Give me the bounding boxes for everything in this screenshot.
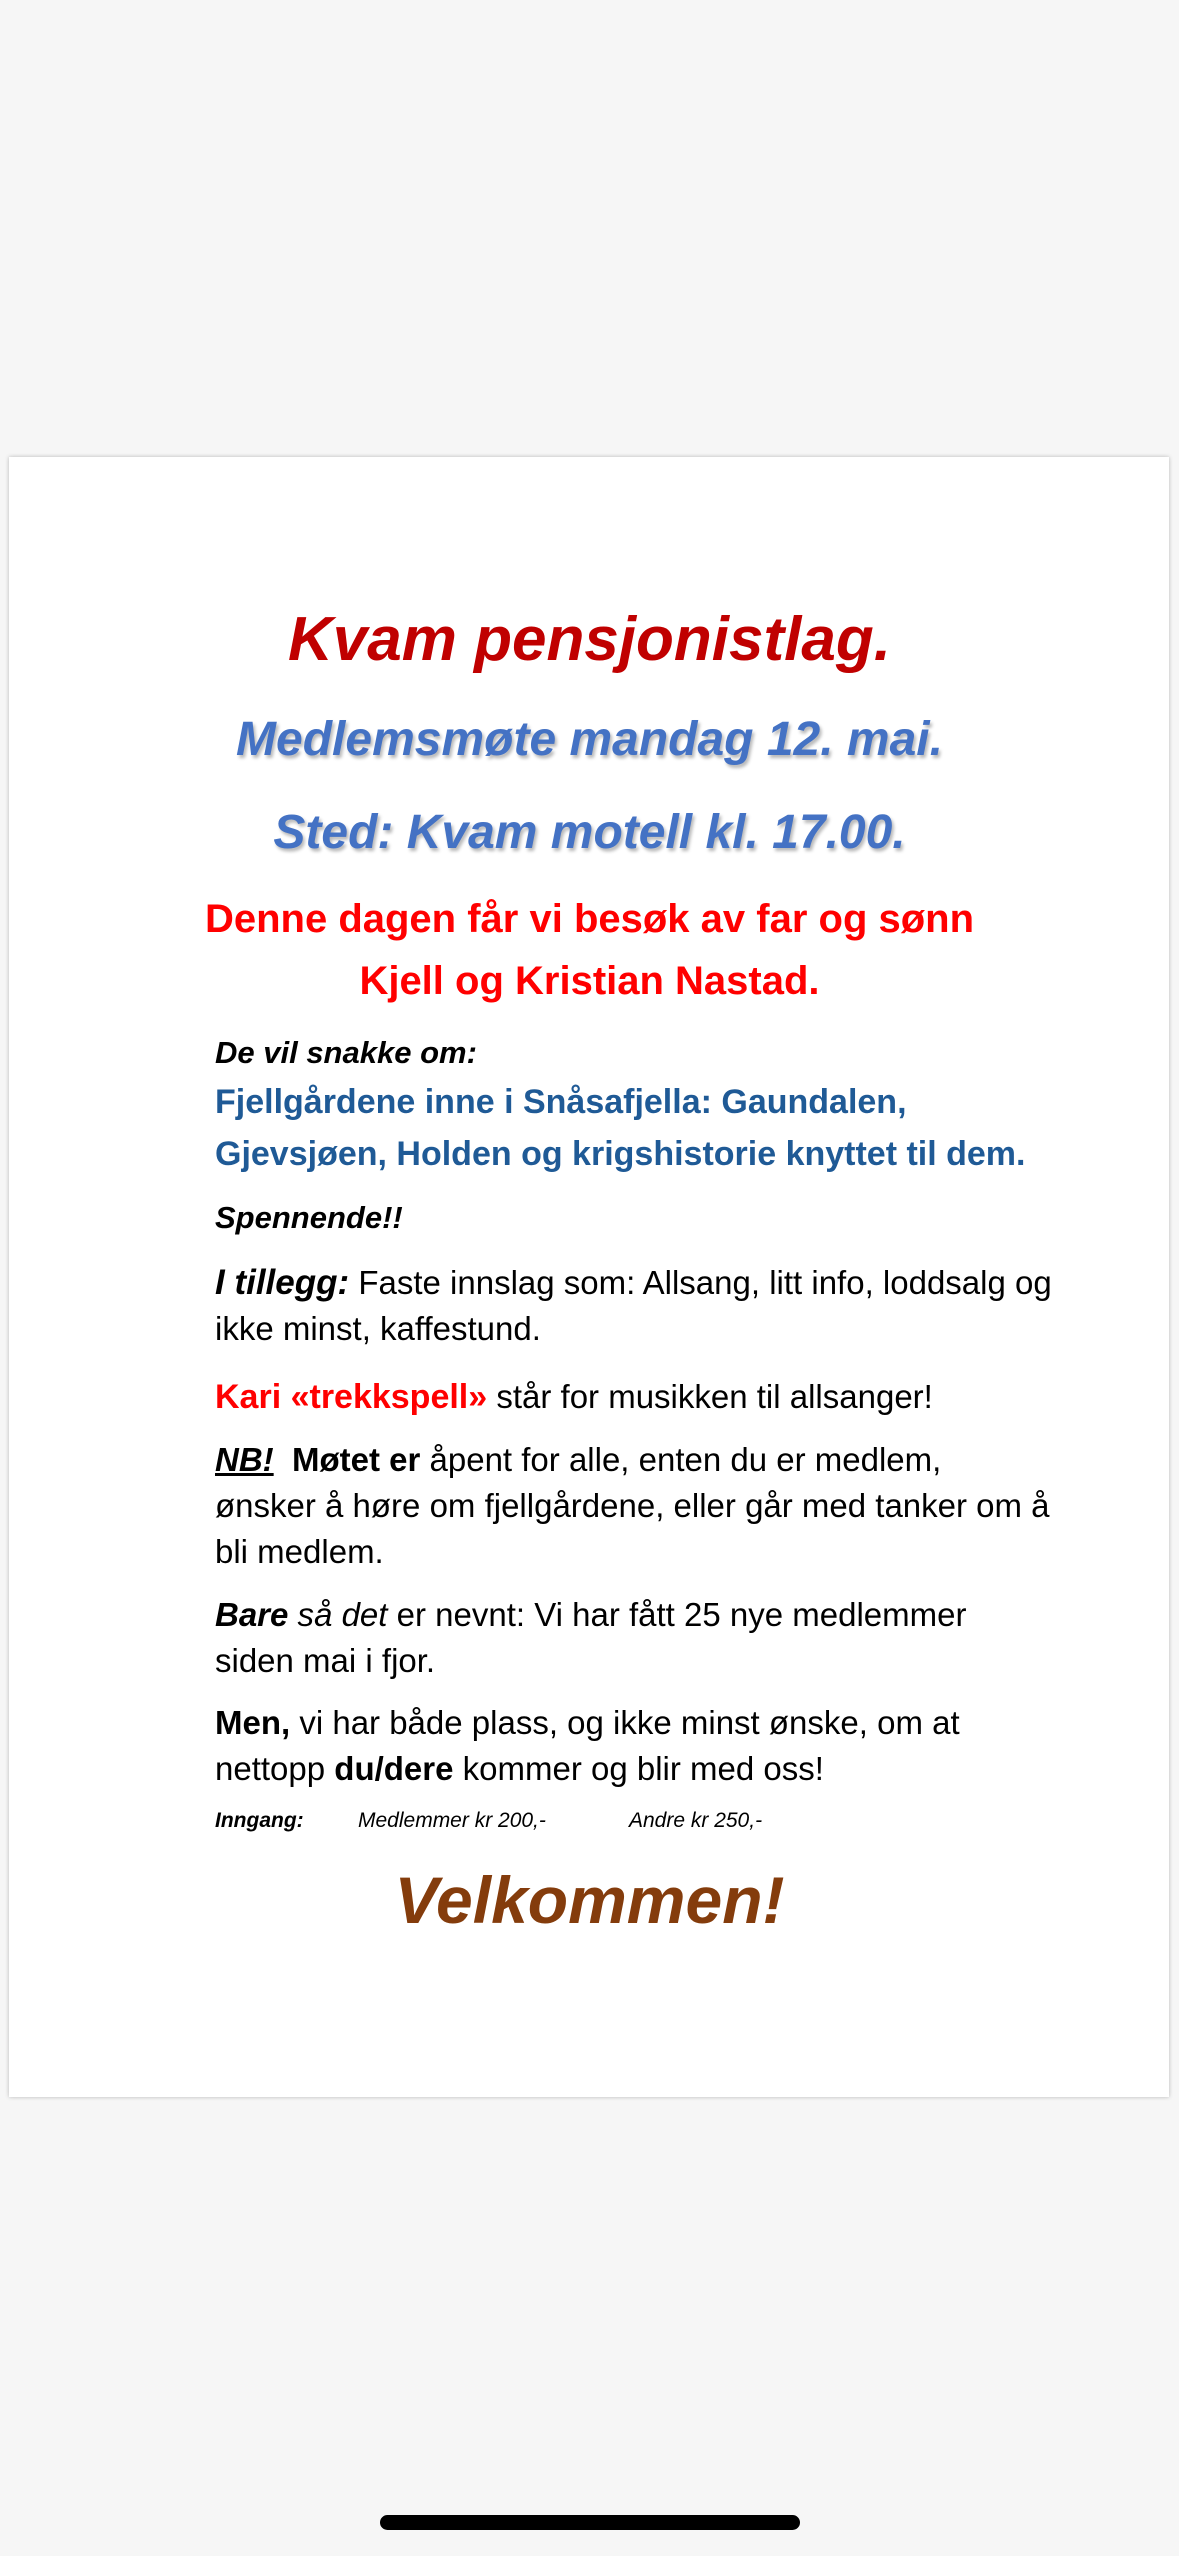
invite-paragraph	[215, 1700, 1095, 1792]
visit-line-2: Kjell og Kristian Nastad.	[359, 959, 820, 1003]
entry-others-price: Andre kr 250,-	[629, 1809, 763, 1832]
talk-intro: De vil snakke om:	[215, 1035, 477, 1070]
talk-topic	[215, 1076, 1095, 1180]
musician-name: Kari «trekkspell»	[215, 1378, 488, 1416]
entry-members-price: Medlemmer kr 200,-	[358, 1809, 546, 1832]
addition-paragraph	[215, 1260, 1095, 1352]
nb-text-2: ønsker å høre om fjellgårdene, eller går med tanker om å	[215, 1487, 1050, 1524]
exciting-note: Spennende!!	[215, 1200, 403, 1235]
visit-line-1: Denne dagen får vi besøk av far og sønn	[204, 897, 975, 941]
men-bold: Men,	[215, 1704, 291, 1741]
men-text-1: vi har både plass, og ikke minst ønske, om at	[290, 1704, 960, 1741]
meeting-place: Sted: Kvam motell kl. 17.00.	[273, 806, 906, 859]
meeting-date: Medlemsmøte mandag 12. mai.	[236, 713, 943, 766]
nb-paragraph	[215, 1437, 1095, 1575]
flyer-title: Kvam pensjonistlag.	[288, 605, 891, 674]
bare-italic: så det	[288, 1596, 388, 1633]
bare-text-1: er nevnt: Vi har fått 25 nye medlemmer	[387, 1596, 967, 1633]
men-text-2-bold: du/dere	[334, 1750, 454, 1787]
music-paragraph	[215, 1374, 1095, 1420]
welcome-heading: Velkommen!	[394, 1863, 785, 1937]
addition-text-2: ikke minst, kaffestund.	[215, 1310, 541, 1347]
home-indicator[interactable]	[380, 2515, 800, 2530]
nb-text-1: åpent for alle, enten du er medlem,	[420, 1441, 942, 1478]
men-text-2a: nettopp	[215, 1750, 335, 1787]
visit-announcement	[0, 888, 1179, 1012]
bare-text-2: siden mai i fjor.	[215, 1642, 436, 1679]
entry-label: Inngang:	[215, 1809, 304, 1832]
nb-bold: Møtet er	[292, 1441, 421, 1478]
men-text-2b: kommer og blir med oss!	[453, 1750, 824, 1787]
nb-text-3: bli medlem.	[215, 1533, 384, 1570]
members-paragraph	[215, 1592, 1095, 1684]
talk-topic-line-2: Gjevsjøen, Holden og krigshistorie knyttet til dem.	[215, 1135, 1026, 1173]
music-text: står for musikken til allsanger!	[487, 1378, 933, 1415]
nb-label: NB!	[215, 1441, 274, 1478]
addition-text-1: Faste innslag som: Allsang, litt info, loddsalg og	[349, 1264, 1052, 1301]
addition-label: I tillegg:	[215, 1263, 350, 1302]
talk-topic-line-1: Fjellgårdene inne i Snåsafjella: Gaundalen,	[215, 1083, 907, 1121]
bare-bold: Bare	[215, 1596, 289, 1633]
